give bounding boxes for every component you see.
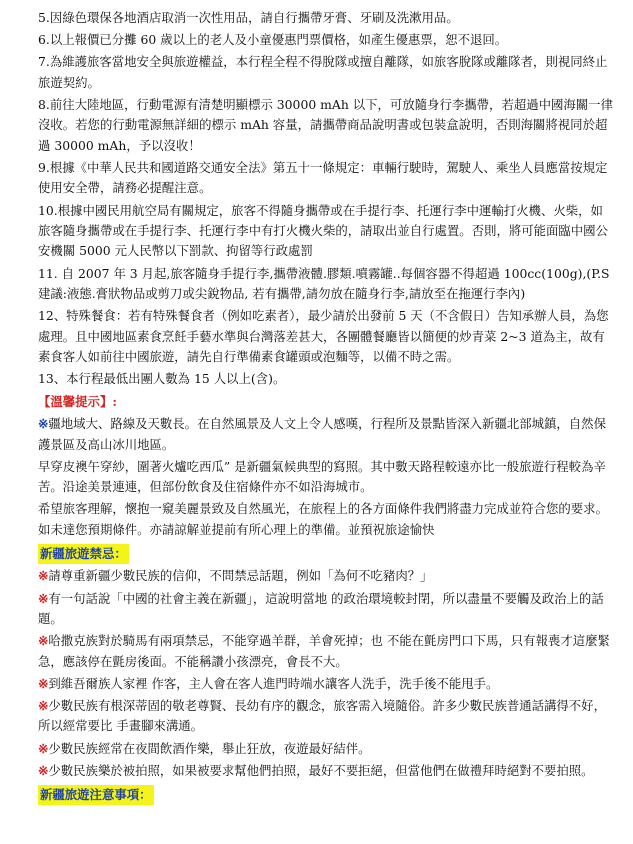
taboo-item: ※到維吾爾族人家裡 作客，主人會在客人進門時端水讓客人洗手，洗手後不能甩手。 — [38, 675, 499, 691]
notices-title: 新疆旅遊注意事項： — [38, 785, 154, 805]
taboo-item: ※請尊重新疆少數民族的信仰，不問禁忌話題，例如「為何不吃豬肉？」 — [38, 568, 433, 584]
warm-tips-title: 【溫馨提示】: — [38, 393, 117, 409]
taboo-item: ※少數民族樂於被拍照，如果被要求幫他們拍照，最好不要拒絕，但當他們在做禮拜時絕對不要拍照。 — [38, 762, 594, 778]
reference-mark-icon: ※ — [38, 697, 49, 713]
warm-tips-paragraph-2: 早穿皮襖午穿紗，圍著火爐吃西瓜” 是新疆氣候典型的寫照。其中數天路程較遠亦比一般旅遊行程較為辛苦。沿途美景連連，但部份飲食及住宿條件亦不如沿海城市。 — [38, 458, 606, 495]
reference-mark-icon: ※ — [38, 740, 49, 756]
notes-list — [38, 8, 615, 390]
taboo-item: ※少數民族經常在夜間飲酒作樂，舉止狂放，夜遊最好結伴。 — [38, 740, 371, 756]
reference-mark-icon: ※ — [38, 633, 49, 649]
notices-section — [38, 783, 615, 807]
warm-tips-section — [38, 392, 615, 540]
note-9: 9.根據《中華人民共和國道路交通安全法》第五十一條規定：車輛行駛時，駕駛人、乘坐人員應當按規定使用安全帶，請務必提醒注意。 — [38, 160, 608, 196]
taboos-section — [38, 542, 615, 781]
taboo-item: ※少數民族有根深蒂固的敬老尊賢、長幼有序的觀念，旅客需入境隨俗。許多少數民族普通話講得不好， 所以經常要比 手畫腳來溝通。 — [38, 697, 606, 734]
reference-mark-icon: ※ — [38, 568, 49, 584]
warm-tips-paragraph-1: ※疆地域大、路線及天數長。在自然風景及人文上令人感嘆，行程所及景點皆深入新疆北部城鎮，自然保護景區及高山冰川地區。 — [38, 416, 606, 452]
note-11: 11. 自 2007 年 3 月起,旅客隨身手提行李,攜帶液體.膠類.噴霧罐..每個容器不得超過 100cc(100g),(P.S 建議:液態.膏狀物品或剪刀或尖銳物品, 若有攜帶,請勿放在隨身行李,請放至在拖運行李內) — [38, 265, 610, 302]
taboos-title: 新疆旅遊禁忌： — [38, 544, 129, 564]
taboo-item: ※哈撒克族對於騎馬有兩項禁忌，不能穿過羊群，羊會死掉；也 不能在氈房門口下馬，只有報喪才這麼緊急，應該停在氈房後面。不能稱讚小孩漂亮，會長不大。 — [38, 633, 610, 669]
note-6: 6.以上報價已分攤 60 歲以上的老人及小童優惠門票價格，如產生優惠票，恕不退回。 — [38, 32, 508, 48]
note-12: 12、特殊餐食：若有特殊餐食者（例如吃素者），最少請於出發前 5 天（不含假日）告知承辦人員，為您處理。且中國地區素食烹飪手藝水準與台灣落差甚大，各團體餐廳皆以簡便的炒青菜 2~3 道為主，故有素食客人如前往中國旅遊，請先自行準備素食罐頭或泡麵等，以備不時之需。 — [38, 308, 609, 365]
warm-tips-paragraph-3: 希望旅客理解，懷抱一窺美麗景致及自然風光，在旅程上的各方面條件我們將盡力完成並符合您的要求。如未達您預期條件。亦請諒解並提前有所心理上的準備。並預祝旅途愉快 — [38, 501, 608, 537]
taboo-item: ※有一句話說「中國的社會主義在新疆」，這說明當地 的政治環境較封閉，所以盡量不要觸及政治上的話題。 — [38, 590, 604, 626]
note-7: 7.為維護旅客當地安全與旅遊權益，本行程全程不得脫隊或擅自離隊，如旅客脫隊或離隊者，則視同終止旅遊契約。 — [38, 54, 608, 90]
reference-mark-icon: ※ — [38, 675, 49, 691]
reference-mark-icon: ※ — [38, 416, 49, 432]
reference-mark-icon: ※ — [38, 590, 49, 606]
note-13: 13、本行程最低出團人數為 15 人以上(含)。 — [38, 371, 286, 387]
note-5: 5.因綠色環保各地酒店取消一次性用品，請自行攜帶牙膏、牙刷及洗漱用品。 — [38, 10, 459, 25]
note-8: 8.前往大陸地區，行動電源有清楚明顯標示 30000 mAh 以下，可放隨身行李攜帶，若超過中國海關一律沒收。若您的行動電源無詳細的標示 mAh 容量，請攜帶商品說明書或包裝盒說明，否則海關將視同於超過 30000 mAh，予以沒收！ — [38, 97, 613, 153]
note-10: 10.根據中國民用航空局有關規定，旅客不得隨身攜帶或在手提行李、托運行李中運輸打火機、火柴，如旅客隨身攜帶或在手提行李、托運行李中有打火機火柴的，請取出並自行處置。否則，將可能面臨中國公安機關 5000 元人民幣以下罰款、拘留等行政處罰 — [38, 202, 608, 259]
reference-mark-icon: ※ — [38, 762, 49, 778]
